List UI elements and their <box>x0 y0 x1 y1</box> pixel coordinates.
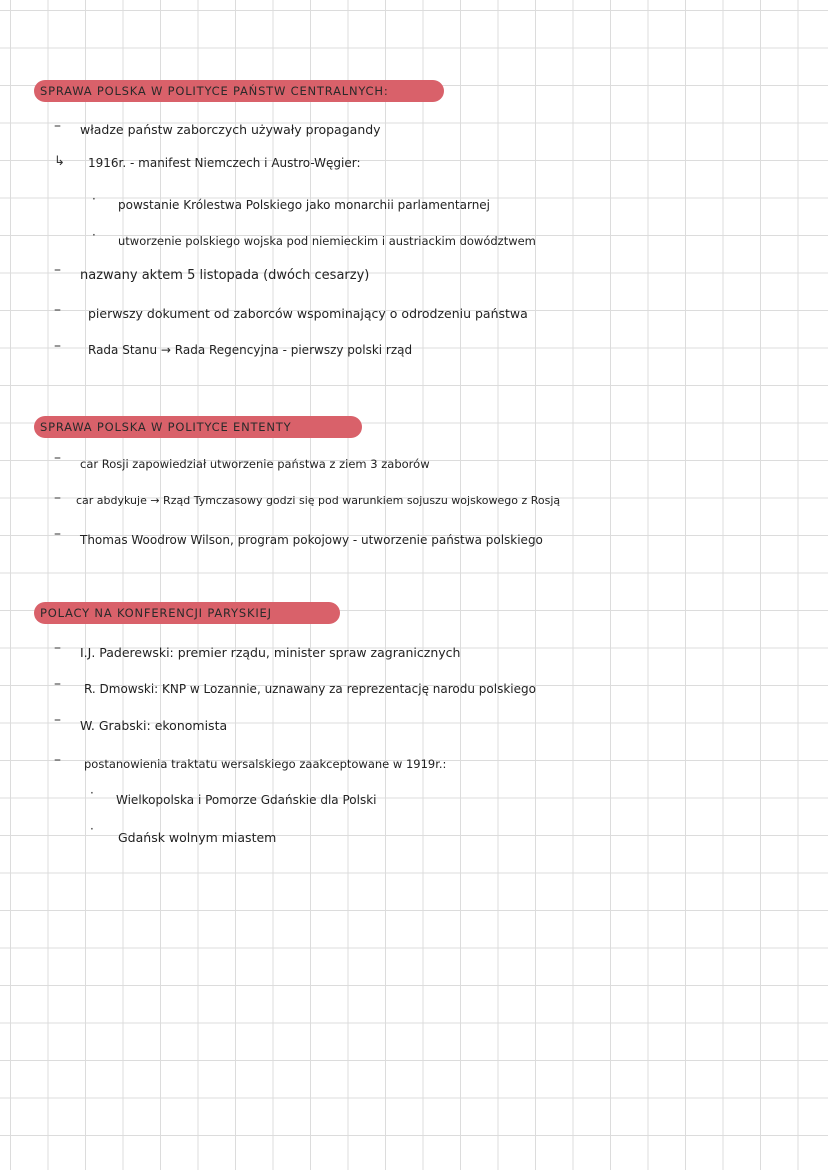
note-line: I.J. Paderewski: premier rządu, minister spraw zagranicznych <box>80 645 461 660</box>
dash-marker: – <box>54 302 61 318</box>
bullet-marker: · <box>90 786 94 800</box>
note-line: Rada Stanu → Rada Regencyjna - pierwszy polski rząd <box>88 343 413 357</box>
note-line: utworzenie polskiego wojska pod niemieckim i austriackim dowództwem <box>118 234 536 248</box>
dash-marker: – <box>54 640 61 656</box>
dash-marker: – <box>54 676 61 692</box>
dash-marker: – <box>54 752 61 768</box>
dash-marker: – <box>54 490 61 506</box>
note-line: postanowienia traktatu wersalskiego zaakceptowane w 1919r.: <box>84 757 447 771</box>
note-line: 1916r. - manifest Niemczech i Austro-Węgier: <box>88 156 361 170</box>
note-line: nazwany aktem 5 listopada (dwóch cesarzy) <box>80 268 370 283</box>
dash-marker: – <box>54 712 61 728</box>
dash-marker: – <box>54 526 61 542</box>
section-heading-paris-conference: POLACY NA KONFERENCJI PARYSKIEJ <box>34 602 340 624</box>
dash-marker: – <box>54 338 61 354</box>
note-line: car abdykuje → Rząd Tymczasowy godzi się pod warunkiem sojuszu wojskowego z Rosją <box>76 494 561 507</box>
note-line: W. Grabski: ekonomista <box>80 718 228 733</box>
dash-marker: – <box>54 450 61 466</box>
note-line: władze państw zaborczych używały propagandy <box>80 122 381 137</box>
note-line: Wielkopolska i Pomorze Gdańskie dla Polski <box>116 793 377 807</box>
note-line: pierwszy dokument od zaborców wspominający o odrodzeniu państwa <box>88 306 528 321</box>
sub-arrow-icon: ↳ <box>54 154 65 169</box>
dash-marker: – <box>54 118 61 134</box>
note-line: R. Dmowski: KNP w Lozannie, uznawany za reprezentację narodu polskiego <box>84 682 536 696</box>
dash-marker: – <box>54 262 61 278</box>
note-line: Thomas Woodrow Wilson, program pokojowy - utworzenie państwa polskiego <box>80 533 543 547</box>
section-heading-entente: SPRAWA POLSKA W POLITYCE ENTENTY <box>34 416 362 438</box>
bullet-marker: · <box>92 228 96 242</box>
bullet-marker: · <box>90 822 94 836</box>
note-line: car Rosji zapowiedział utworzenie państwa z ziem 3 zaborów <box>80 457 430 471</box>
note-line: powstanie Królestwa Polskiego jako monarchii parlamentarnej <box>118 198 491 212</box>
note-line: Gdańsk wolnym miastem <box>118 830 277 845</box>
bullet-marker: · <box>92 192 96 206</box>
section-heading-central-powers: SPRAWA POLSKA W POLITYCE PAŃSTW CENTRALNYCH: <box>34 80 444 102</box>
